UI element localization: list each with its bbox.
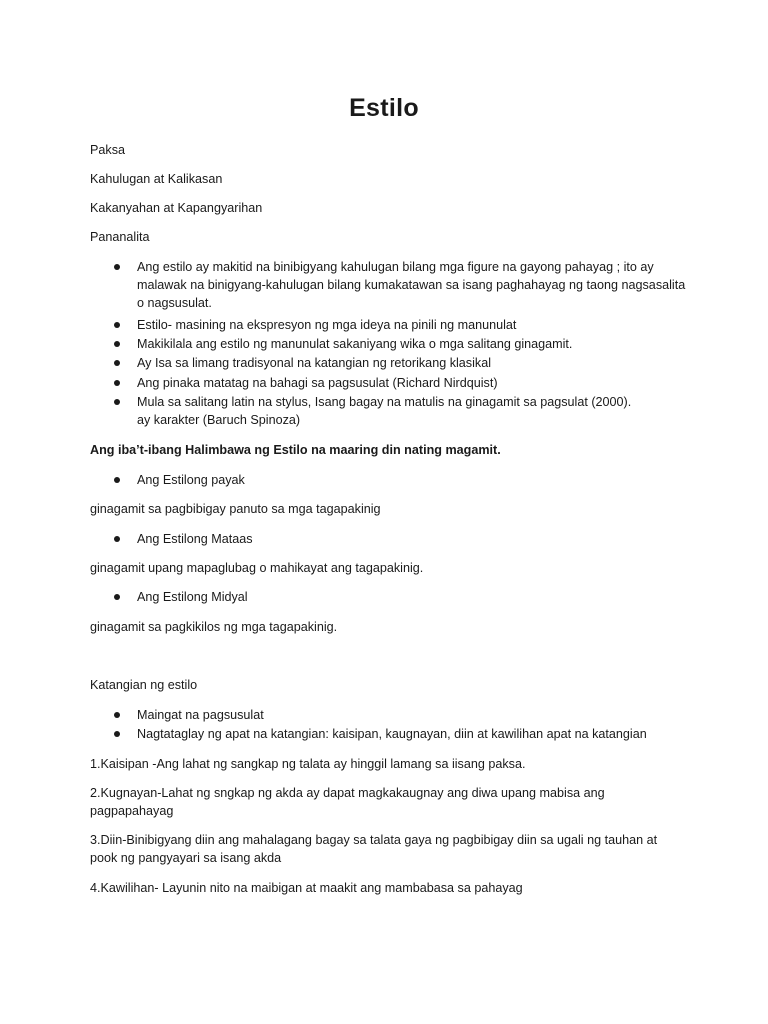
bullet-icon bbox=[114, 360, 120, 366]
numbered-item-1: 1.Kaisipan -Ang lahat ng sangkap ng talata ay hinggil lamang sa iisang paksa. bbox=[90, 757, 526, 771]
bullet-icon bbox=[114, 536, 120, 542]
bullet-icon bbox=[114, 341, 120, 347]
katangian-heading: Katangian ng estilo bbox=[90, 678, 198, 692]
bullet-icon bbox=[114, 731, 120, 737]
bullet-icon bbox=[114, 380, 120, 386]
numbered-item-3-cont: pook ng pangyayari sa isang akda bbox=[90, 851, 282, 865]
pananalita-label: Pananalita bbox=[90, 230, 150, 244]
bullet-icon bbox=[114, 322, 120, 328]
bullet-icon bbox=[114, 712, 120, 718]
document-page: Estilo Paksa Kahulugan at Kalikasan Kakanyahan at Kapangyarihan Pananalita Ang estilo ay makitid na binibigyang kahulugan bilang mga figure na gayong pahayag ; ito ay malawak na binigyang-kahulugan bilang kumakatawan sa isang paghahayag ng taong nagsasalita o nagsusulat. Estilo- masining na ekspresyon ng mga ideya na pinili ng manunulat Makikilala ang estilo ng manunulat sakaniyang wika o mga salitang ginagamit. Ay Isa sa limang tradisyonal na katangian ng retorikang klasikal Ang pinaka matatag na bahagi sa pagsusulat (Richard Nirdquist) Mula sa salitang latin na stylus, Isang bagay na matulis na ginagamit sa pagsulat (2000). ay karakter (Baruch Spinoza) Ang iba’t-ibang Halimbawa ng Estilo na maaring din nating magamit. Ang Estilong payak ginagamit sa pagbibigay panuto sa mga tagapakinig Ang Estilong Mataas ginagamit upang mapaglubag o mahikayat ang tagapakinig. Ang Estilong Midyal ginagamit sa pagkikilos ng mga tagapakinig. Katangian ng estilo Maingat na pagsusulat Nagtataglay ng apat na katangian: kaisipan, kaugnayan, diin at kawilihan apat na katangian 1.Kaisipan -Ang lahat ng sangkap ng talata ay hinggil lamang sa iisang paksa. 2.Kugnayan-Lahat ng sngkap ng akda ay dapat magkakaugnay ang diwa upang mabisa ang pagpapahayag 3.Diin-Binibigyang diin ang mahalagang bagay sa talata gaya ng pagbibigay diin sa ugali ng tauhan at pook ng pangyayari sa isang akda 4.Kawilihan- Layunin nito na maibigan at maakit ang mambabasa sa pahayag bbox=[0, 0, 768, 1024]
bullet-icon bbox=[114, 264, 120, 270]
kakanyahan-label: Kakanyahan at Kapangyarihan bbox=[90, 201, 263, 215]
bullet-icon bbox=[114, 477, 120, 483]
examples-heading: Ang iba’t-ibang Halimbawa ng Estilo na maaring din nating magamit. bbox=[90, 443, 501, 457]
numbered-item-2: 2.Kugnayan-Lahat ng sngkap ng akda ay dapat magkakaugnay ang diwa upang mabisa ang bbox=[90, 786, 605, 800]
bullet-icon bbox=[114, 399, 120, 405]
example-description: ginagamit sa pagbibigay panuto sa mga tagapakinig bbox=[90, 502, 381, 516]
paksa-label: Paksa bbox=[90, 143, 126, 157]
numbered-item-3: 3.Diin-Binibigyang diin ang mahalagang bagay sa talata gaya ng pagbibigay diin sa ugali ng tauhan at bbox=[90, 833, 658, 847]
numbered-item-2-cont: pagpapahayag bbox=[90, 804, 174, 818]
kahulugan-label: Kahulugan at Kalikasan bbox=[90, 172, 223, 186]
document-title: Estilo bbox=[349, 94, 419, 122]
numbered-item-4: 4.Kawilihan- Layunin nito na maibigan at maakit ang mambabasa sa pahayag bbox=[90, 881, 523, 895]
bullet-icon bbox=[114, 594, 120, 600]
example-description: ginagamit sa pagkikilos ng mga tagapakinig. bbox=[90, 620, 338, 634]
example-description: ginagamit upang mapaglubag o mahikayat ang tagapakinig. bbox=[90, 561, 424, 575]
